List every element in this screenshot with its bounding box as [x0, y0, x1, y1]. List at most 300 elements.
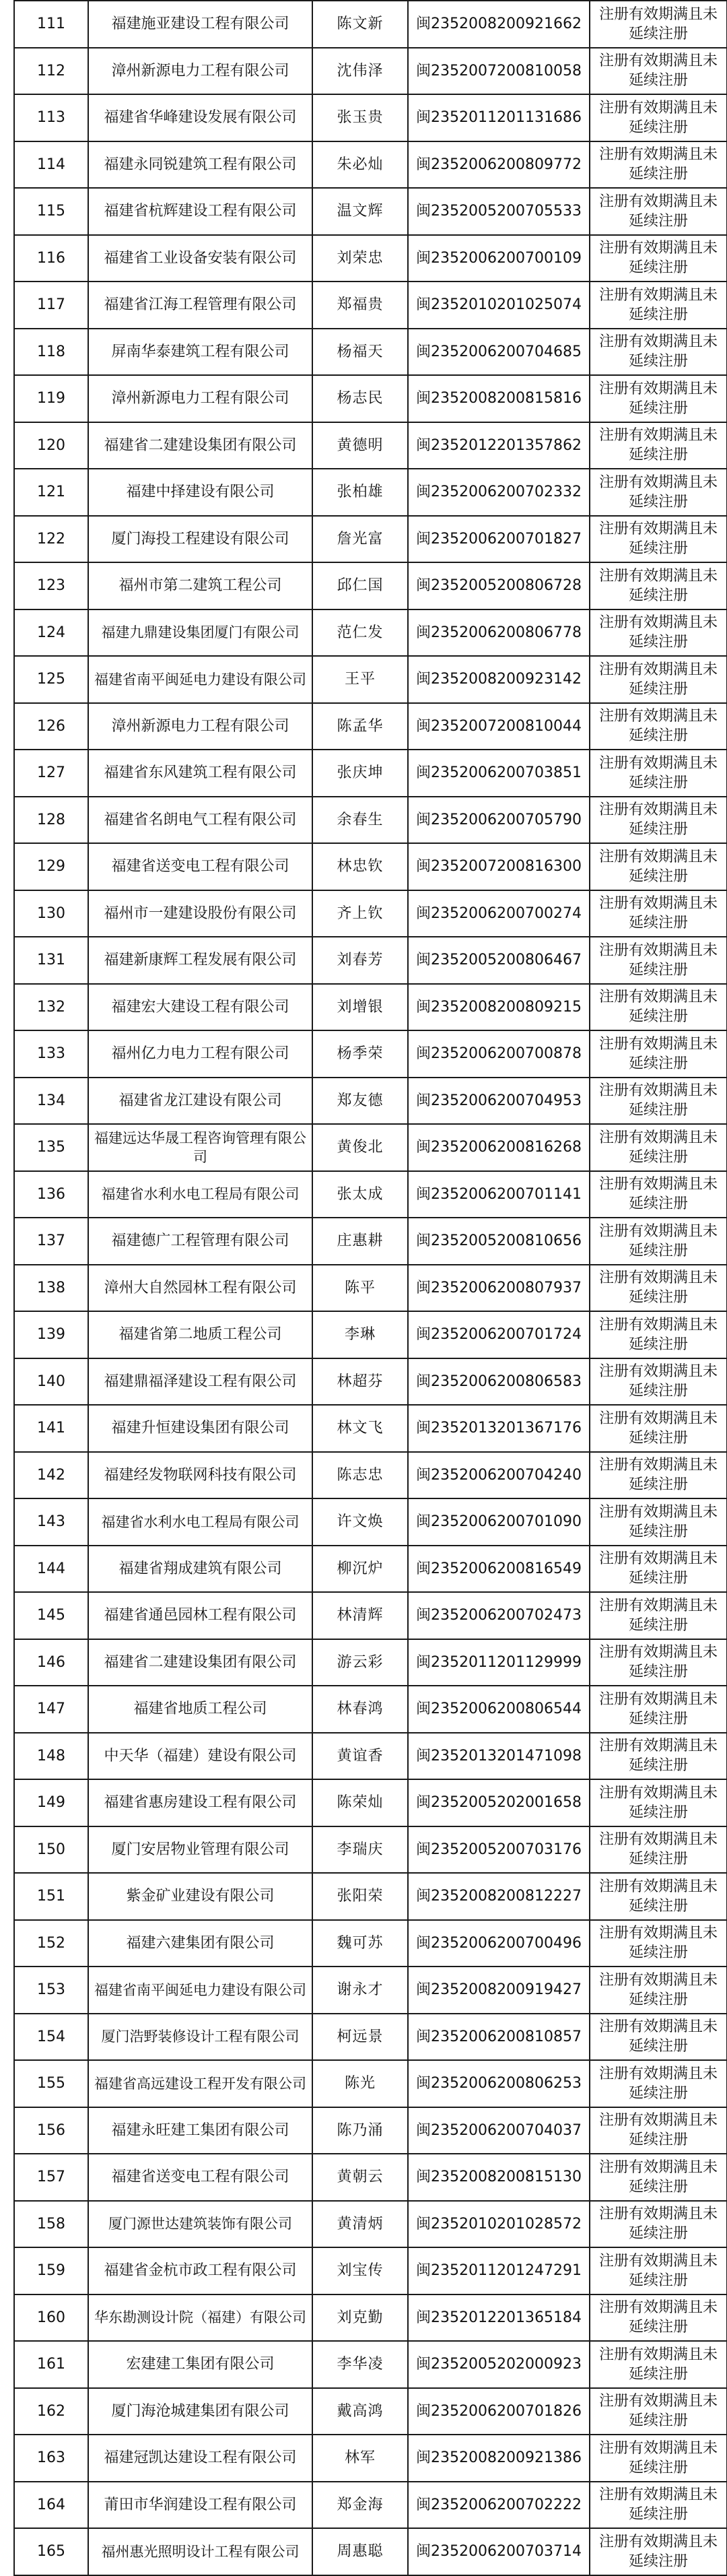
registration-status: 注册有效期满且未延续注册	[590, 1, 727, 48]
row-number: 151	[14, 1873, 88, 1920]
table-row	[14, 1546, 727, 1593]
registration-status: 注册有效期满且未延续注册	[590, 2435, 727, 2482]
certificate-number: 闽2352007200816300	[408, 843, 590, 890]
person-name: 王平	[312, 656, 408, 703]
registration-status: 注册有效期满且未延续注册	[590, 1030, 727, 1078]
registration-status: 注册有效期满且未延续注册	[590, 2388, 727, 2435]
company-name: 福建经发物联网科技有限公司	[88, 1452, 312, 1499]
company-name: 漳州新源电力工程有限公司	[88, 48, 312, 95]
table-row	[14, 94, 727, 141]
registration-status: 注册有效期满且未延续注册	[590, 1498, 727, 1546]
table-row	[14, 1639, 727, 1686]
row-number: 119	[14, 375, 88, 422]
person-name: 黄谊香	[312, 1733, 408, 1780]
certificate-number: 闽2352006200701141	[408, 1171, 590, 1218]
certificate-number: 闽2352006200705790	[408, 797, 590, 844]
certificate-number: 闽2352006200700496	[408, 1920, 590, 1967]
person-name: 林春鸿	[312, 1686, 408, 1733]
row-number: 140	[14, 1358, 88, 1406]
registration-status: 注册有效期满且未延续注册	[590, 1358, 727, 1406]
company-name: 福建省翔成建筑有限公司	[88, 1546, 312, 1593]
table-row	[14, 2154, 727, 2201]
company-name: 福建中择建设有限公司	[88, 469, 312, 516]
company-name: 福建冠凯达建设工程有限公司	[88, 2435, 312, 2482]
certificate-number: 闽2352006200806544	[408, 1686, 590, 1733]
person-name: 张玉贵	[312, 94, 408, 141]
company-name: 厦门海投工程建设有限公司	[88, 516, 312, 563]
certificate-number: 闽2352006200700274	[408, 890, 590, 937]
person-name: 陈平	[312, 1265, 408, 1312]
table-row	[14, 750, 727, 797]
certificate-number: 闽2352006200700109	[408, 235, 590, 282]
registration-status: 注册有效期满且未延续注册	[590, 94, 727, 141]
company-name: 福建省高远建设工程开发有限公司	[88, 2060, 312, 2107]
person-name: 杨福天	[312, 329, 408, 376]
certificate-number: 闽2352006200701827	[408, 516, 590, 563]
person-name: 林文飞	[312, 1405, 408, 1452]
row-number: 155	[14, 2060, 88, 2107]
person-name: 李华凌	[312, 2341, 408, 2388]
row-number: 163	[14, 2435, 88, 2482]
registration-status: 注册有效期满且未延续注册	[590, 2201, 727, 2248]
certificate-number: 闽2352006200702332	[408, 469, 590, 516]
registration-status: 注册有效期满且未延续注册	[590, 1920, 727, 1967]
row-number: 136	[14, 1171, 88, 1218]
person-name: 庄惠耕	[312, 1218, 408, 1265]
company-name: 福建省通邑园林工程有限公司	[88, 1592, 312, 1639]
registration-status: 注册有效期满且未延续注册	[590, 609, 727, 657]
row-number: 146	[14, 1639, 88, 1686]
certificate-number: 闽2352006200701724	[408, 1311, 590, 1358]
registry-table	[13, 0, 727, 2576]
company-name: 福州市一建建设股份有限公司	[88, 890, 312, 937]
registration-status: 注册有效期满且未延续注册	[590, 2294, 727, 2342]
company-name: 福建省龙江建设有限公司	[88, 1078, 312, 1125]
row-number: 133	[14, 1030, 88, 1078]
person-name: 刘增银	[312, 984, 408, 1031]
company-name: 福建远达华晟工程咨询管理有限公司	[88, 1124, 312, 1171]
company-name: 福建鼎福泽建设工程有限公司	[88, 1358, 312, 1406]
company-name: 福建省送变电工程有限公司	[88, 843, 312, 890]
row-number: 116	[14, 235, 88, 282]
certificate-number: 闽2352011201129999	[408, 1639, 590, 1686]
table-row	[14, 1358, 727, 1406]
certificate-number: 闽2352006200702222	[408, 2482, 590, 2529]
certificate-number: 闽2352008200923142	[408, 656, 590, 703]
company-name: 福建省地质工程公司	[88, 1686, 312, 1733]
certificate-number: 闽2352005200705533	[408, 188, 590, 235]
company-name: 福建永旺建工集团有限公司	[88, 2107, 312, 2154]
person-name: 戴高鸿	[312, 2388, 408, 2435]
company-name: 厦门安居物业管理有限公司	[88, 1826, 312, 1874]
row-number: 138	[14, 1265, 88, 1312]
table-row	[14, 48, 727, 95]
row-number: 149	[14, 1779, 88, 1826]
row-number: 124	[14, 609, 88, 657]
table-row	[14, 1452, 727, 1499]
table-row	[14, 1733, 727, 1780]
certificate-number: 闽2352006200806778	[408, 609, 590, 657]
company-name: 福建德广工程管理有限公司	[88, 1218, 312, 1265]
row-number: 114	[14, 141, 88, 189]
row-number: 125	[14, 656, 88, 703]
registration-status: 注册有效期满且未延续注册	[590, 1873, 727, 1920]
row-number: 120	[14, 422, 88, 469]
row-number: 127	[14, 750, 88, 797]
certificate-number: 闽2352006200810857	[408, 2014, 590, 2061]
table-row	[14, 1, 727, 48]
registration-status: 注册有效期满且未延续注册	[590, 188, 727, 235]
person-name: 郑金海	[312, 2482, 408, 2529]
row-number: 131	[14, 937, 88, 984]
person-name: 黄俊北	[312, 1124, 408, 1171]
table-row	[14, 1030, 727, 1078]
certificate-number: 闽2352006200806583	[408, 1358, 590, 1406]
company-name: 中天华（福建）建设有限公司	[88, 1733, 312, 1780]
certificate-number: 闽2352005200703176	[408, 1826, 590, 1874]
row-number: 115	[14, 188, 88, 235]
row-number: 156	[14, 2107, 88, 2154]
person-name: 齐上钦	[312, 890, 408, 937]
certificate-number: 闽2352006200702473	[408, 1592, 590, 1639]
table-row	[14, 1592, 727, 1639]
person-name: 陈荣灿	[312, 1779, 408, 1826]
company-name: 福建省工业设备安装有限公司	[88, 235, 312, 282]
person-name: 陈孟华	[312, 703, 408, 750]
certificate-number: 闽2352012201365184	[408, 2294, 590, 2342]
table-row	[14, 1967, 727, 2014]
row-number: 154	[14, 2014, 88, 2061]
company-name: 福建省水利水电工程局有限公司	[88, 1171, 312, 1218]
table-row	[14, 2247, 727, 2294]
person-name: 周惠聪	[312, 2528, 408, 2575]
registration-status: 注册有效期满且未延续注册	[590, 469, 727, 516]
row-number: 122	[14, 516, 88, 563]
table-row	[14, 1405, 727, 1452]
company-name: 厦门源世达建筑装饰有限公司	[88, 2201, 312, 2248]
person-name: 刘春芳	[312, 937, 408, 984]
row-number: 134	[14, 1078, 88, 1125]
person-name: 温文辉	[312, 188, 408, 235]
row-number: 130	[14, 890, 88, 937]
registration-status: 注册有效期满且未延续注册	[590, 984, 727, 1031]
certificate-number: 闽2352006200816268	[408, 1124, 590, 1171]
company-name: 屏南华泰建筑工程有限公司	[88, 329, 312, 376]
certificate-number: 闽2352008200809215	[408, 984, 590, 1031]
table-row	[14, 1686, 727, 1733]
certificate-number: 闽2352006200701826	[408, 2388, 590, 2435]
company-name: 紫金矿业建设有限公司	[88, 1873, 312, 1920]
company-name: 福建新康辉工程发展有限公司	[88, 937, 312, 984]
table-row	[14, 562, 727, 609]
company-name: 福建省江海工程管理有限公司	[88, 282, 312, 329]
person-name: 游云彩	[312, 1639, 408, 1686]
company-name: 福建省二建建设集团有限公司	[88, 1639, 312, 1686]
table-row	[14, 469, 727, 516]
table-row	[14, 937, 727, 984]
table-row	[14, 2341, 727, 2388]
company-name: 福建省金杭市政工程有限公司	[88, 2247, 312, 2294]
registration-status: 注册有效期满且未延续注册	[590, 1639, 727, 1686]
table-row	[14, 609, 727, 657]
certificate-number: 闽2352006200704953	[408, 1078, 590, 1125]
registration-status: 注册有效期满且未延续注册	[590, 1967, 727, 2014]
company-name: 福建省南平闽延电力建设有限公司	[88, 1967, 312, 2014]
company-name: 厦门浩野装修设计工程有限公司	[88, 2014, 312, 2061]
certificate-number: 闽2352006200806253	[408, 2060, 590, 2107]
registration-status: 注册有效期满且未延续注册	[590, 1078, 727, 1125]
table-row	[14, 2388, 727, 2435]
row-number: 152	[14, 1920, 88, 1967]
person-name: 陈文新	[312, 1, 408, 48]
company-name: 福建省第二地质工程公司	[88, 1311, 312, 1358]
table-row	[14, 1920, 727, 1967]
registration-status: 注册有效期满且未延续注册	[590, 1218, 727, 1265]
registration-status: 注册有效期满且未延续注册	[590, 48, 727, 95]
table-row	[14, 1218, 727, 1265]
registration-status: 注册有效期满且未延续注册	[590, 1265, 727, 1312]
person-name: 余春生	[312, 797, 408, 844]
registration-status: 注册有效期满且未延续注册	[590, 703, 727, 750]
registration-status: 注册有效期满且未延续注册	[590, 2528, 727, 2575]
row-number: 123	[14, 562, 88, 609]
person-name: 范仁发	[312, 609, 408, 657]
registration-status: 注册有效期满且未延续注册	[590, 656, 727, 703]
row-number: 112	[14, 48, 88, 95]
row-number: 129	[14, 843, 88, 890]
row-number: 113	[14, 94, 88, 141]
table-row	[14, 1873, 727, 1920]
registration-status: 注册有效期满且未延续注册	[590, 1171, 727, 1218]
registration-status: 注册有效期满且未延续注册	[590, 1733, 727, 1780]
certificate-number: 闽2352005202000923	[408, 2341, 590, 2388]
certificate-number: 闽2352008200919427	[408, 1967, 590, 2014]
person-name: 杨志民	[312, 375, 408, 422]
registry-sheet	[13, 0, 727, 2576]
registration-status: 注册有效期满且未延续注册	[590, 937, 727, 984]
row-number: 150	[14, 1826, 88, 1874]
person-name: 黄清炳	[312, 2201, 408, 2248]
registration-status: 注册有效期满且未延续注册	[590, 2482, 727, 2529]
company-name: 莆田市华润建设工程有限公司	[88, 2482, 312, 2529]
certificate-number: 闽2352006200704037	[408, 2107, 590, 2154]
person-name: 郑友德	[312, 1078, 408, 1125]
person-name: 陈光	[312, 2060, 408, 2107]
certificate-number: 闽2352013201471098	[408, 1733, 590, 1780]
person-name: 詹光富	[312, 516, 408, 563]
row-number: 162	[14, 2388, 88, 2435]
person-name: 张庆坤	[312, 750, 408, 797]
table-row	[14, 1311, 727, 1358]
company-name: 漳州新源电力工程有限公司	[88, 375, 312, 422]
person-name: 沈伟泽	[312, 48, 408, 95]
row-number: 141	[14, 1405, 88, 1452]
person-name: 林超芬	[312, 1358, 408, 1406]
certificate-number: 闽2352005200810656	[408, 1218, 590, 1265]
person-name: 许文焕	[312, 1498, 408, 1546]
registration-status: 注册有效期满且未延续注册	[590, 797, 727, 844]
table-row	[14, 890, 727, 937]
table-row	[14, 656, 727, 703]
registration-status: 注册有效期满且未延续注册	[590, 2341, 727, 2388]
certificate-number: 闽2352012201357862	[408, 422, 590, 469]
row-number: 118	[14, 329, 88, 376]
person-name: 张阳荣	[312, 1873, 408, 1920]
row-number: 143	[14, 1498, 88, 1546]
company-name: 福建宏大建设工程有限公司	[88, 984, 312, 1031]
certificate-number: 闽2352008200815816	[408, 375, 590, 422]
company-name: 福建省名朗电气工程有限公司	[88, 797, 312, 844]
registration-status: 注册有效期满且未延续注册	[590, 2154, 727, 2201]
certificate-number: 闽2352006200704240	[408, 1452, 590, 1499]
registration-status: 注册有效期满且未延续注册	[590, 141, 727, 189]
certificate-number: 闽2352006200701090	[408, 1498, 590, 1546]
registration-status: 注册有效期满且未延续注册	[590, 2247, 727, 2294]
table-row	[14, 422, 727, 469]
row-number: 158	[14, 2201, 88, 2248]
row-number: 153	[14, 1967, 88, 2014]
registration-status: 注册有效期满且未延续注册	[590, 1779, 727, 1826]
person-name: 杨季荣	[312, 1030, 408, 1078]
registration-status: 注册有效期满且未延续注册	[590, 562, 727, 609]
registration-status: 注册有效期满且未延续注册	[590, 750, 727, 797]
table-row	[14, 797, 727, 844]
certificate-number: 闽2352006200700878	[408, 1030, 590, 1078]
table-row	[14, 329, 727, 376]
certificate-number: 闽2352008200921662	[408, 1, 590, 48]
registration-status: 注册有效期满且未延续注册	[590, 1826, 727, 1874]
registration-status: 注册有效期满且未延续注册	[590, 375, 727, 422]
certificate-number: 闽2352010201025074	[408, 282, 590, 329]
person-name: 陈乃涌	[312, 2107, 408, 2154]
person-name: 林清辉	[312, 1592, 408, 1639]
registration-status: 注册有效期满且未延续注册	[590, 1546, 727, 1593]
person-name: 林忠钦	[312, 843, 408, 890]
person-name: 黄德明	[312, 422, 408, 469]
row-number: 144	[14, 1546, 88, 1593]
table-row	[14, 188, 727, 235]
person-name: 邱仁国	[312, 562, 408, 609]
person-name: 谢永才	[312, 1967, 408, 2014]
person-name: 刘克勤	[312, 2294, 408, 2342]
certificate-number: 闽2352010201028572	[408, 2201, 590, 2248]
certificate-number: 闽2352011201247291	[408, 2247, 590, 2294]
registration-status: 注册有效期满且未延续注册	[590, 2014, 727, 2061]
row-number: 132	[14, 984, 88, 1031]
company-name: 福建省华峰建设发展有限公司	[88, 94, 312, 141]
person-name: 刘宝传	[312, 2247, 408, 2294]
table-row	[14, 2107, 727, 2154]
registration-status: 注册有效期满且未延续注册	[590, 1311, 727, 1358]
company-name: 福建九鼎建设集团厦门有限公司	[88, 609, 312, 657]
row-number: 148	[14, 1733, 88, 1780]
table-row	[14, 2060, 727, 2107]
person-name: 林军	[312, 2435, 408, 2482]
person-name: 柳沉炉	[312, 1546, 408, 1593]
certificate-number: 闽2352006200816549	[408, 1546, 590, 1593]
row-number: 165	[14, 2528, 88, 2575]
company-name: 漳州新源电力工程有限公司	[88, 703, 312, 750]
company-name: 福建省水利水电工程局有限公司	[88, 1498, 312, 1546]
row-number: 164	[14, 2482, 88, 2529]
row-number: 135	[14, 1124, 88, 1171]
registration-status: 注册有效期满且未延续注册	[590, 1405, 727, 1452]
registration-status: 注册有效期满且未延续注册	[590, 516, 727, 563]
company-name: 福州惠光照明设计工程有限公司	[88, 2528, 312, 2575]
company-name: 福建省东风建筑工程有限公司	[88, 750, 312, 797]
row-number: 145	[14, 1592, 88, 1639]
person-name: 李琳	[312, 1311, 408, 1358]
registry-table-body	[14, 1, 727, 2575]
registration-status: 注册有效期满且未延续注册	[590, 1686, 727, 1733]
certificate-number: 闽2352005202001658	[408, 1779, 590, 1826]
row-number: 161	[14, 2341, 88, 2388]
table-row	[14, 516, 727, 563]
row-number: 111	[14, 1, 88, 48]
table-row	[14, 2294, 727, 2342]
person-name: 郑福贵	[312, 282, 408, 329]
row-number: 128	[14, 797, 88, 844]
company-name: 福建六建集团有限公司	[88, 1920, 312, 1967]
registration-status: 注册有效期满且未延续注册	[590, 422, 727, 469]
company-name: 福建省二建建设集团有限公司	[88, 422, 312, 469]
registration-status: 注册有效期满且未延续注册	[590, 282, 727, 329]
company-name: 福建省惠房建设工程有限公司	[88, 1779, 312, 1826]
company-name: 厦门海沧城建集团有限公司	[88, 2388, 312, 2435]
table-row	[14, 1826, 727, 1874]
person-name: 张柏雄	[312, 469, 408, 516]
company-name: 福州市第二建筑工程公司	[88, 562, 312, 609]
table-row	[14, 141, 727, 189]
registration-status: 注册有效期满且未延续注册	[590, 329, 727, 376]
certificate-number: 闽2352005200806467	[408, 937, 590, 984]
table-row	[14, 375, 727, 422]
certificate-number: 闽2352008200815130	[408, 2154, 590, 2201]
company-name: 福建省杭辉建设工程有限公司	[88, 188, 312, 235]
table-row	[14, 843, 727, 890]
row-number: 157	[14, 2154, 88, 2201]
person-name: 黄朝云	[312, 2154, 408, 2201]
company-name: 华东勘测设计院（福建）有限公司	[88, 2294, 312, 2342]
company-name: 福建升恒建设集团有限公司	[88, 1405, 312, 1452]
registration-status: 注册有效期满且未延续注册	[590, 235, 727, 282]
certificate-number: 闽2352006200809772	[408, 141, 590, 189]
table-row	[14, 1124, 727, 1171]
row-number: 160	[14, 2294, 88, 2342]
table-row	[14, 1498, 727, 1546]
registration-status: 注册有效期满且未延续注册	[590, 2060, 727, 2107]
company-name: 福建施亚建设工程有限公司	[88, 1, 312, 48]
company-name: 福建省南平闽延电力建设有限公司	[88, 656, 312, 703]
table-row	[14, 2201, 727, 2248]
table-row	[14, 1265, 727, 1312]
table-row	[14, 984, 727, 1031]
person-name: 李瑞庆	[312, 1826, 408, 1874]
person-name: 张太成	[312, 1171, 408, 1218]
table-row	[14, 2528, 727, 2575]
company-name: 福建永同锐建筑工程有限公司	[88, 141, 312, 189]
table-row	[14, 2482, 727, 2529]
table-row	[14, 235, 727, 282]
person-name: 魏可苏	[312, 1920, 408, 1967]
row-number: 159	[14, 2247, 88, 2294]
person-name: 柯远景	[312, 2014, 408, 2061]
certificate-number: 闽2352008200812227	[408, 1873, 590, 1920]
certificate-number: 闽2352007200810058	[408, 48, 590, 95]
company-name: 宏建建工集团有限公司	[88, 2341, 312, 2388]
certificate-number: 闽2352006200703714	[408, 2528, 590, 2575]
table-row	[14, 1779, 727, 1826]
